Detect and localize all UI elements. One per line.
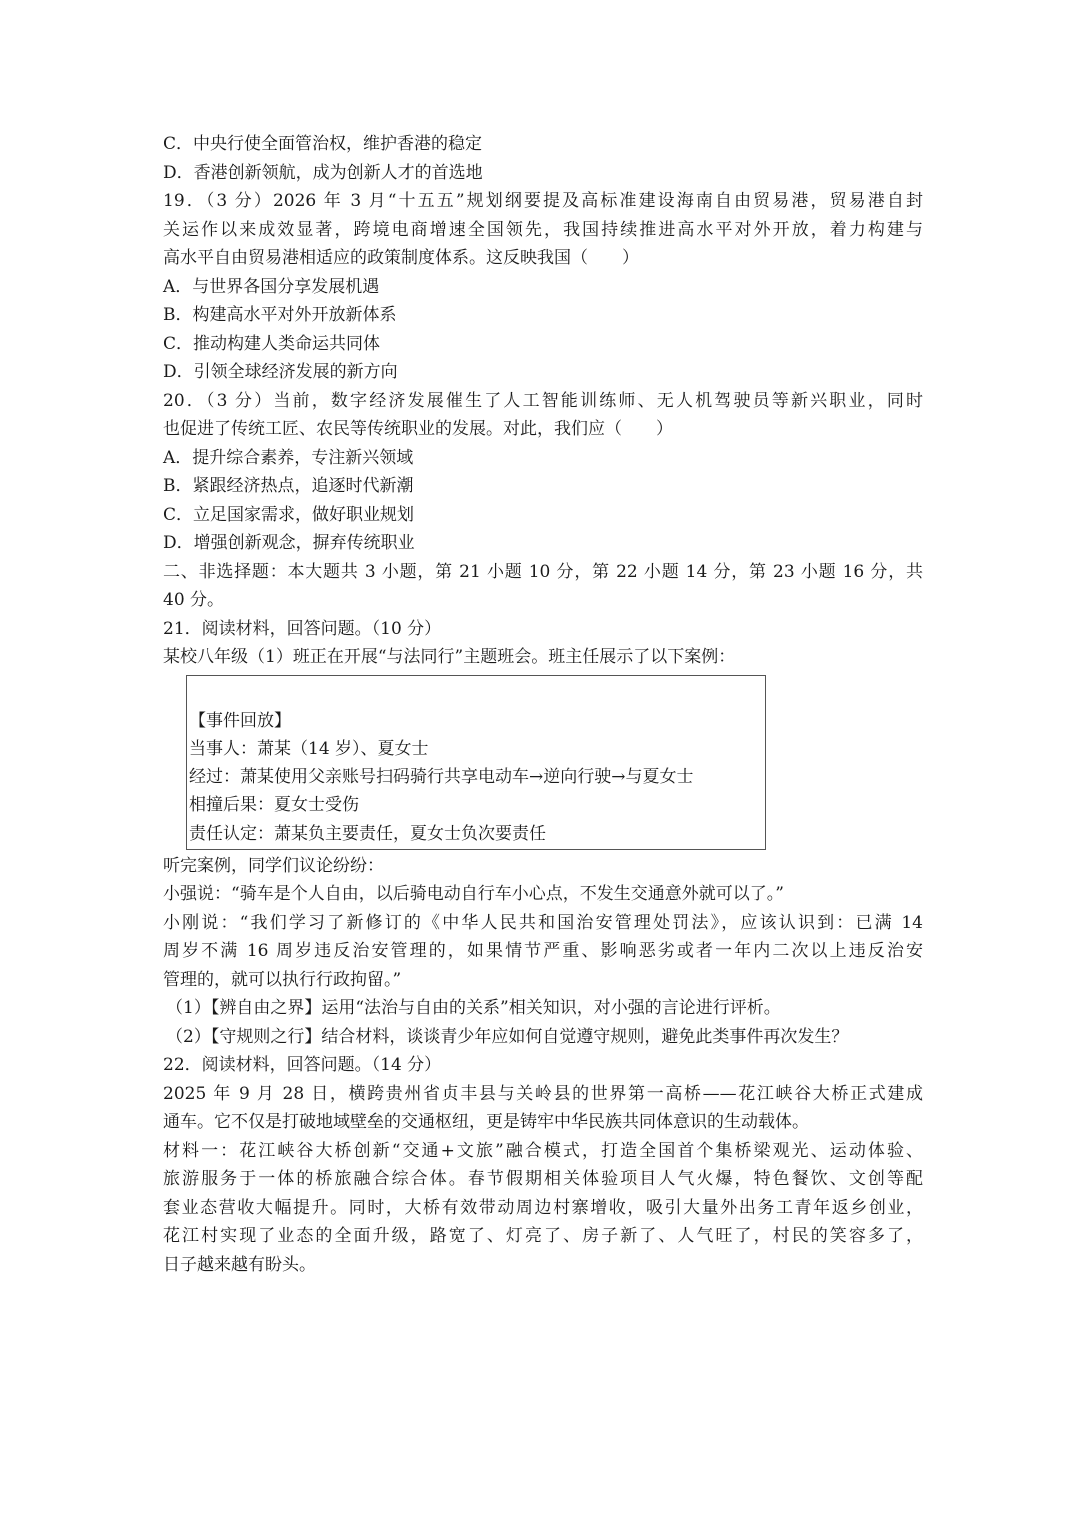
q22-body-line: 旅游服务于一体的桥旅融合综合体。春节假期相关体验项目人气火爆，特色餐饮、文创等配 bbox=[163, 1169, 923, 1189]
q21-intro: 某校八年级（1）班正在开展“与法同行”主题班会。班主任展示了以下案例： bbox=[163, 647, 736, 667]
q19-option-b: B．构建高水平对外开放新体系 bbox=[163, 305, 397, 325]
case-box bbox=[186, 675, 766, 850]
q18-option-d: D．香港创新领航，成为创新人才的首选地 bbox=[163, 162, 483, 183]
q18-option-c: C．中央行使全面管治权，维护香港的稳定 bbox=[163, 134, 483, 154]
q21-sub-question-2: （2）【守规则之行】结合材料，谈谈青少年应如何自觉遵守规则，避免此类事件再次发生？ bbox=[166, 1026, 849, 1047]
q21-discussion-line: 听完案例，同学们议论纷纷： bbox=[163, 855, 384, 876]
case-box-line: 经过：萧某使用父亲账号扫码骑行共享电动车→逆向行驶→与夏女士 bbox=[189, 767, 694, 788]
q20-option-b: B．紧跟经济热点，追逐时代新潮 bbox=[163, 476, 414, 496]
q22-body-line: 套业态营收大幅提升。同时，大桥有效带动周边村寨增收，吸引大量外出务工青年返乡创业， bbox=[163, 1197, 923, 1218]
q22-body-line: 通车。它不仅是打破地域壁垒的交通枢纽，更是铸牢中华民族共同体意识的生动载体。 bbox=[163, 1112, 809, 1132]
q19-option-a: A．与世界各国分享发展机遇 bbox=[163, 276, 380, 297]
q21-discussion-line: 小刚说：“我们学习了新修订的《中华人民共和国治安管理处罚法》，应该认识到：已满 14 bbox=[163, 912, 923, 933]
q22-body-line: 花江村实现了业态的全面升级，路宽了、灯亮了、房子新了、人气旺了，村民的笑容多了， bbox=[163, 1226, 923, 1246]
q20-stem-line: 也促进了传统工匠、农民等传统职业的发展。对此，我们应（ ） bbox=[163, 419, 673, 439]
q19-stem-line: 关运作以来成效显著，跨境电商增速全国领先，我国持续推进高水平对外开放，着力构建与 bbox=[163, 219, 923, 240]
q19-option-d: D．引领全球经济发展的新方向 bbox=[163, 362, 398, 382]
section-heading: 二、非选择题：本大题共 3 小题，第 21 小题 10 分，第 22 小题 14 分，第 23 小题 16 分，共 bbox=[163, 561, 923, 582]
q22-title: 22．阅读材料，回答问题。（14 分） bbox=[163, 1055, 442, 1075]
q21-discussion-line: 管理的，就可以执行行政拘留。” bbox=[163, 969, 402, 990]
q22-body-line: 材料一：花江峡谷大桥创新“交通+文旅”融合模式，打造全国首个集桥梁观光、运动体验、 bbox=[163, 1140, 923, 1161]
q20-option-d: D．增强创新观念，摒弃传统职业 bbox=[163, 533, 415, 553]
q19-stem-line: 高水平自由贸易港相适应的政策制度体系。这反映我国（ ） bbox=[163, 248, 639, 268]
q20-option-c: C．立足国家需求，做好职业规划 bbox=[163, 504, 415, 525]
case-box-line: 责任认定：萧某负主要责任，夏女士负次要责任 bbox=[189, 823, 546, 844]
q20-option-a: A．提升综合素养，专注新兴领域 bbox=[163, 447, 414, 468]
section-heading: 40 分。 bbox=[163, 590, 225, 610]
document-page bbox=[163, 130, 923, 1279]
q21-discussion-line: 小强说：“骑车是个人自由，以后骑电动自行车小心点，不发生交通意外就可以了。” bbox=[163, 884, 784, 904]
case-box-line: 当事人：萧某（14 岁）、夏女士 bbox=[189, 738, 429, 759]
q22-body-line: 日子越来越有盼头。 bbox=[163, 1254, 316, 1275]
case-box-heading: 【事件回放】 bbox=[189, 710, 291, 731]
q19-stem-line: 19．（3 分）2026 年 3 月“十五五”规划纲要提及高标准建设海南自由贸易港，贸易港自封 bbox=[163, 191, 923, 211]
q19-option-c: C．推动构建人类命运共同体 bbox=[163, 333, 381, 354]
q21-discussion-line: 周岁不满 16 周岁违反治安管理的，如果情节严重、影响恶劣或者一年内二次以上违反治安 bbox=[163, 941, 923, 961]
q21-sub-question-1: （1）【辨自由之界】运用“法治与自由的关系”相关知识，对小强的言论进行评析。 bbox=[166, 998, 781, 1018]
q20-stem-line: 20．（3 分）当前，数字经济发展催生了人工智能训练师、无人机驾驶员等新兴职业，同时 bbox=[163, 390, 923, 411]
q22-body-line: 2025 年 9 月 28 日，横跨贵州省贞丰县与关岭县的世界第一高桥——花江峡谷大桥正式建成 bbox=[163, 1083, 923, 1104]
case-box-line: 相撞后果：夏女士受伤 bbox=[189, 795, 359, 816]
q21-title: 21．阅读材料，回答问题。（10 分） bbox=[163, 618, 442, 639]
